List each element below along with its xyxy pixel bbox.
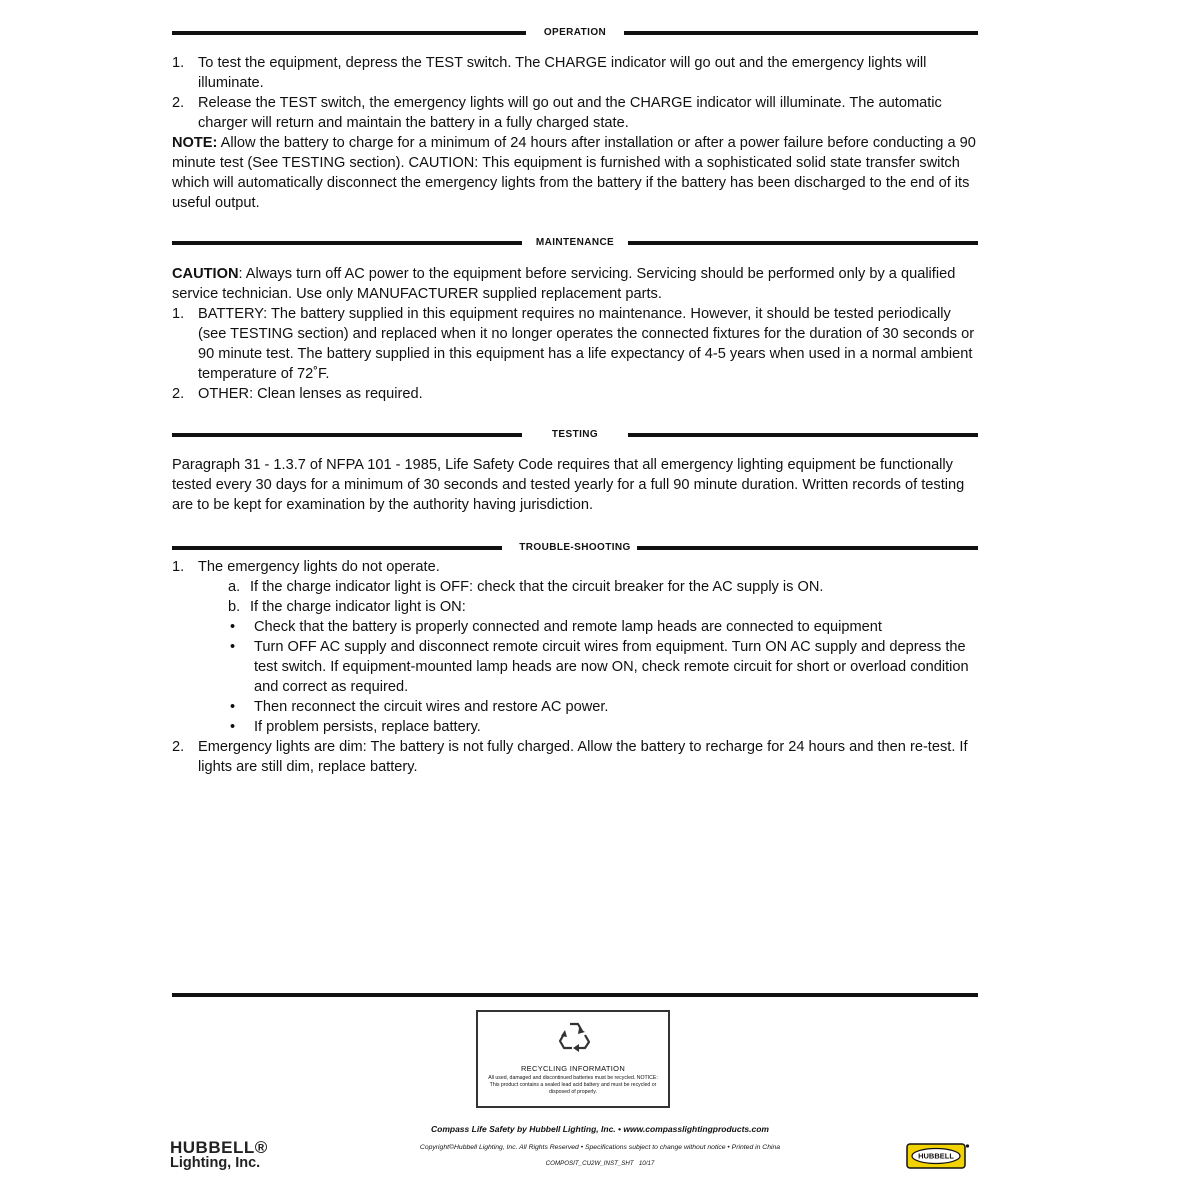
troubleshooting-heading: TROUBLE-SHOOTING bbox=[513, 542, 636, 553]
svg-text:HUBBELL: HUBBELL bbox=[918, 1151, 954, 1161]
troubleshooting-bullet: • If problem persists, replace battery. bbox=[230, 719, 481, 735]
troubleshooting-sub-b: b. If the charge indicator light is ON: bbox=[228, 599, 466, 615]
troubleshooting-section bbox=[172, 557, 978, 777]
troubleshooting-bullet: • Check that the battery is properly connected and remote lamp heads are connected to equipment bbox=[230, 619, 882, 635]
hubbell-badge-logo bbox=[906, 1143, 970, 1169]
troubleshooting-bullet: • Turn OFF AC supply and disconnect remote circuit wires from equipment. Turn ON AC supply and depress the test switch. If equipment-mounted lamp heads are now ON, check remote circuit for short or overload condition and correct as required. bbox=[230, 639, 969, 695]
recycling-title: RECYCLING INFORMATION bbox=[520, 1064, 626, 1073]
recycling-info-box bbox=[476, 1010, 670, 1108]
document-code: COMPOSIT_CU2W_INST_SHT 10/17 bbox=[545, 1160, 655, 1167]
recycling-notice: All used, damaged and discontinued batteries must be recycled. NOTICE: This product contains a sealed lead acid battery and must be recycled or disposed of properly. bbox=[488, 1075, 658, 1095]
maintenance-section bbox=[172, 264, 978, 404]
maintenance-caution: CAUTION: Always turn off AC power to the equipment before servicing. Servicing should be performed only by a qualified service technician. Use only MANUFACTURER supplied replacement parts. bbox=[172, 266, 956, 302]
testing-heading: TESTING bbox=[546, 429, 604, 440]
operation-divider bbox=[172, 26, 978, 40]
operation-note: NOTE: Allow the battery to charge for a minimum of 24 hours after installation or after a power failure before conducting a 90 minute test (See TESTING section). CAUTION: This equipment is furnished with a sophisticated solid state transfer switch which will automatically disconnect the emergency lights from the battery if the battery has been discharged to the end of its useful output. bbox=[172, 135, 976, 211]
company-web-line: Compass Life Safety by Hubbell Lighting, Inc. • www.compasslightingproducts.com bbox=[431, 1124, 769, 1134]
troubleshooting-item-2: 2. Emergency lights are dim: The battery is not fully charged. Allow the battery to recharge for 24 hours and then re-test. If lights are still dim, replace battery. bbox=[172, 739, 968, 775]
troubleshooting-item-1: 1. The emergency lights do not operate. a. If the charge indicator light is OFF: check that the circuit breaker for the AC supply is ON. b. If the charge indicator light is ON: bbox=[172, 557, 978, 617]
hubbell-lighting-logo: HUBBELL® Lighting, Inc. bbox=[170, 1138, 268, 1171]
footer-divider bbox=[172, 993, 978, 997]
maintenance-heading: MAINTENANCE bbox=[530, 237, 620, 248]
recycle-icon bbox=[556, 1018, 592, 1054]
troubleshooting-sub-a: a. If the charge indicator light is OFF: check that the circuit breaker for the AC supply is ON. bbox=[228, 579, 824, 595]
testing-divider bbox=[172, 428, 978, 442]
maintenance-item-1: 1. BATTERY: The battery supplied in this equipment requires no maintenance. However, it should be tested periodically (see TESTING section) and replaced when it no longer operates the connected fixtures for the duration of 30 seconds or 90 minute test. The battery supplied in this equipment has a life expectancy of 4-5 years when used in a normal ambient temperature of 72˚F. bbox=[172, 306, 975, 382]
operation-item-2: 2. Release the TEST switch, the emergency lights will go out and the CHARGE indicator will illuminate. The automatic charger will return and maintain the battery in a fully charged state. bbox=[172, 95, 942, 131]
operation-section bbox=[172, 53, 978, 213]
copyright-line: Copyright©Hubbell Lighting, Inc. All Rights Reserved • Specifications subject to change without notice • Printed in China bbox=[419, 1144, 781, 1151]
testing-paragraph: Paragraph 31 - 1.3.7 of NFPA 101 - 1985, Life Safety Code requires that all emergency lighting equipment be functionally tested every 30 days for a minimum of 30 seconds and tested yearly for a full 90 minute duration. Written records of testing are to be kept for examination by the authority having jurisdiction. bbox=[172, 457, 965, 513]
troubleshooting-divider bbox=[172, 541, 978, 555]
operation-item-1: 1. To test the equipment, depress the TEST switch. The CHARGE indicator will go out and the emergency lights will illuminate. bbox=[172, 55, 927, 91]
maintenance-item-2: 2. OTHER: Clean lenses as required. bbox=[172, 386, 423, 402]
testing-section bbox=[172, 455, 978, 515]
maintenance-divider bbox=[172, 236, 978, 250]
operation-heading: OPERATION bbox=[538, 27, 612, 38]
troubleshooting-bullet: • Then reconnect the circuit wires and restore AC power. bbox=[230, 699, 609, 715]
